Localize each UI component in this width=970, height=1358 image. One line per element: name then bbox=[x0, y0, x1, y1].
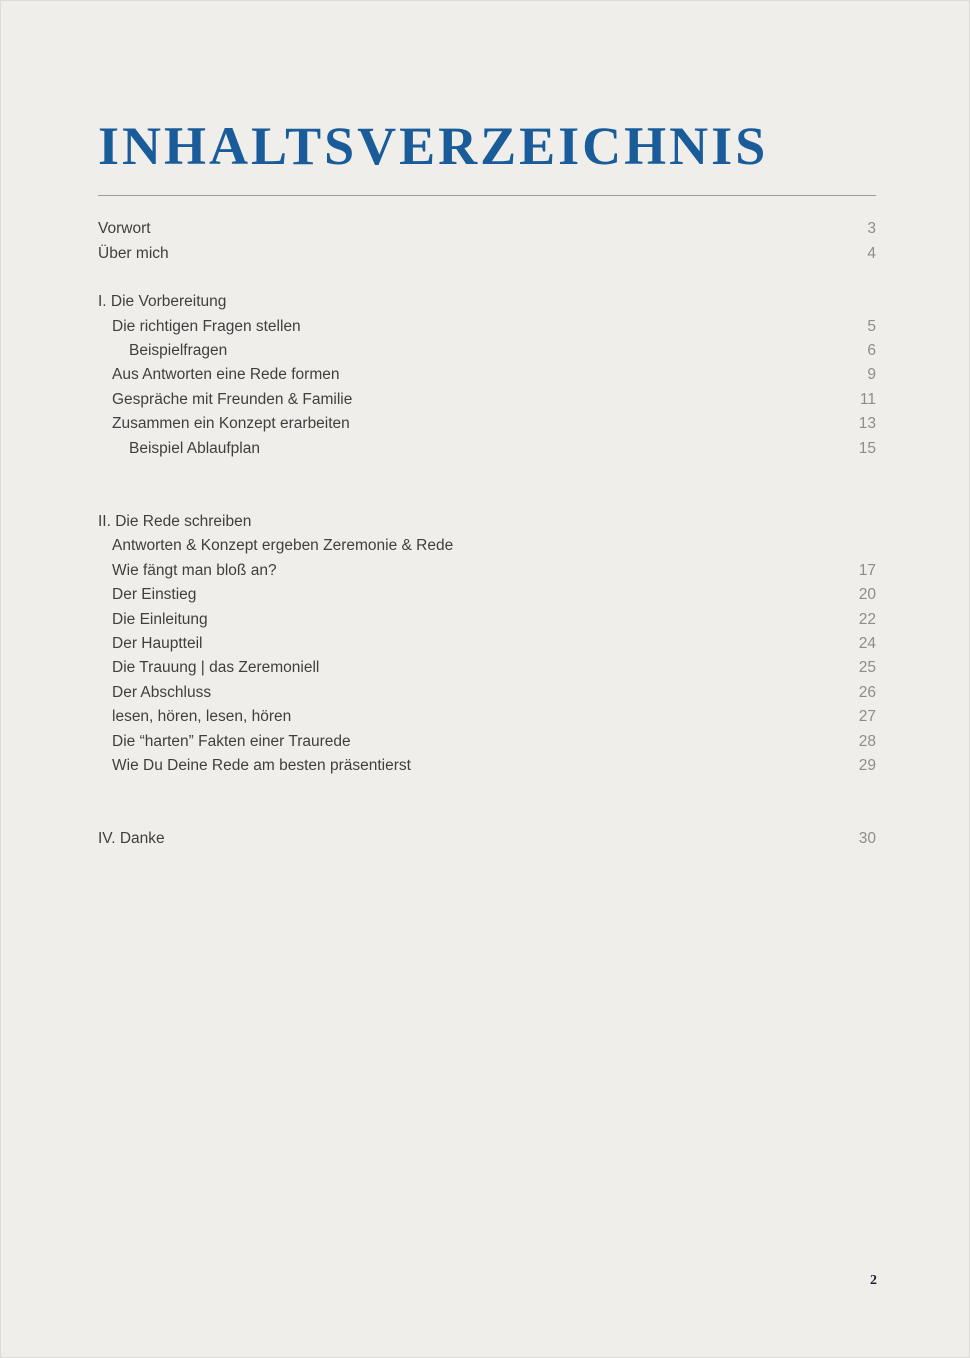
toc-entry-label: Über mich bbox=[98, 244, 169, 262]
toc-entry bbox=[98, 681, 876, 705]
toc-entry bbox=[98, 363, 876, 387]
toc-entry-label: Der Hauptteil bbox=[112, 635, 203, 652]
toc-entry-label: Der Einstieg bbox=[112, 586, 197, 604]
toc-entry bbox=[98, 827, 876, 851]
toc-entry-label: Antworten & Konzept ergeben Zeremonie & Rede bbox=[112, 537, 454, 555]
toc-entry-label: IV. Danke bbox=[98, 830, 165, 848]
toc-entry-page-number: 26 bbox=[858, 683, 876, 701]
toc-entry-label: Aus Antworten eine Rede formen bbox=[112, 366, 340, 384]
toc-entry-page-number: 9 bbox=[867, 366, 876, 384]
toc-entry-label: Beispielfragen bbox=[129, 341, 228, 359]
toc-entry-page-number: 27 bbox=[858, 708, 876, 726]
toc-entry bbox=[98, 388, 876, 412]
toc-entry-label: Der Abschluss bbox=[112, 683, 212, 701]
toc-entry bbox=[98, 705, 876, 729]
toc-entry-page-number: 11 bbox=[859, 390, 876, 408]
toc-entry bbox=[98, 437, 876, 461]
toc-entry-page-number: 30 bbox=[858, 830, 876, 848]
toc-entry-page-number: 3 bbox=[867, 220, 876, 238]
toc-entry bbox=[98, 315, 876, 339]
toc-entry-page-number: 15 bbox=[858, 439, 876, 457]
toc-entry-label: Die Einleitung bbox=[112, 610, 208, 628]
toc-entry-page-number: 13 bbox=[858, 415, 876, 433]
toc-entry-page-number: 17 bbox=[858, 561, 876, 579]
toc-entry bbox=[98, 583, 876, 607]
toc-entry bbox=[98, 754, 876, 778]
toc-entry-page-number: 29 bbox=[858, 757, 876, 775]
toc-list bbox=[98, 217, 876, 852]
toc-entry-page-number: 20 bbox=[858, 586, 876, 604]
page-title: INHALTSVERZEICHNIS bbox=[98, 116, 769, 176]
toc-entry-label: Wie fängt man bloß an? bbox=[112, 561, 277, 579]
toc-entry bbox=[98, 290, 876, 314]
toc-entry-label: Vorwort bbox=[98, 220, 151, 238]
toc-content bbox=[98, 117, 876, 852]
toc-entry bbox=[98, 559, 876, 583]
toc-entry-label: Die richtigen Fragen stellen bbox=[112, 317, 301, 335]
toc-entry-label: I. Die Vorbereitung bbox=[98, 293, 227, 311]
toc-entry bbox=[98, 510, 876, 534]
toc-entry bbox=[98, 242, 876, 266]
toc-entry bbox=[98, 730, 876, 754]
toc-entry-label: lesen, hören, lesen, hören bbox=[112, 708, 292, 726]
toc-entry bbox=[98, 412, 876, 436]
toc-entry-page-number: 25 bbox=[858, 659, 876, 677]
toc-entry bbox=[98, 656, 876, 680]
toc-entry-label: Zusammen ein Konzept erarbeiten bbox=[112, 415, 350, 433]
toc-entry-page-number: 4 bbox=[867, 244, 876, 262]
toc-entry-label: Die Trauung | das Zeremoniell bbox=[112, 659, 320, 677]
toc-entry-page-number: 22 bbox=[858, 610, 876, 628]
toc-entry bbox=[98, 608, 876, 632]
toc-entry-page-number: 24 bbox=[858, 635, 876, 652]
toc-entry bbox=[98, 534, 876, 558]
toc-entry-label: II. Die Rede schreiben bbox=[98, 512, 252, 530]
toc-entry-label: Wie Du Deine Rede am besten präsentierst bbox=[112, 757, 411, 775]
toc-entry-label: Die “harten” Fakten einer Traurede bbox=[112, 732, 351, 750]
footer-page-number: 2 bbox=[870, 1273, 877, 1288]
title-divider bbox=[98, 195, 876, 196]
toc-entry-page-number: 6 bbox=[867, 341, 876, 359]
toc-entry-label: Beispiel Ablaufplan bbox=[129, 439, 260, 457]
toc-entry bbox=[98, 217, 876, 241]
toc-entry-label: Gespräche mit Freunden & Familie bbox=[112, 390, 353, 408]
toc-entry bbox=[98, 339, 876, 363]
toc-entry-page-number: 28 bbox=[858, 732, 876, 750]
toc-entry bbox=[98, 632, 876, 656]
toc-entry-page-number: 5 bbox=[867, 317, 876, 335]
